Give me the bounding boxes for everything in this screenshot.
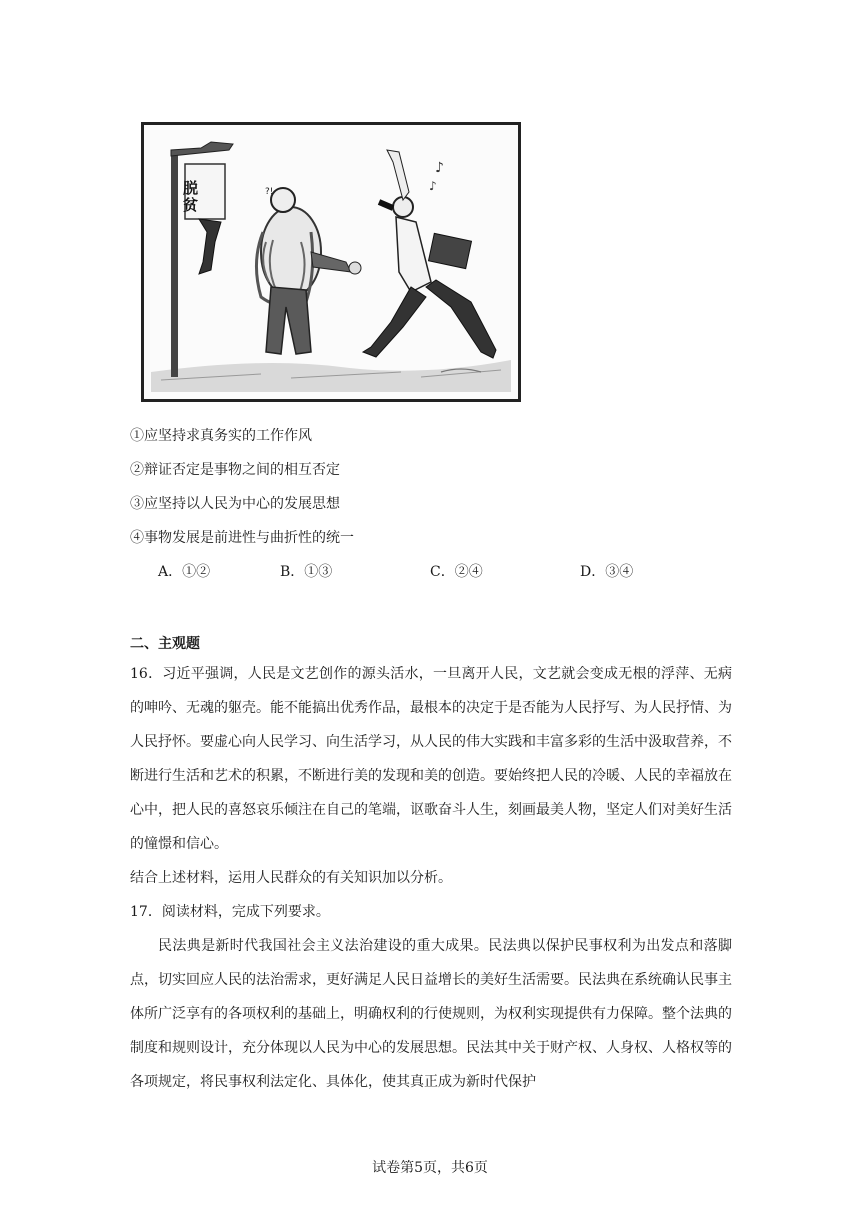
choice-c: C．②④ xyxy=(430,564,483,580)
svg-text:♪: ♪ xyxy=(435,160,444,176)
svg-text:♪: ♪ xyxy=(429,179,437,193)
choice-a: A．①② xyxy=(158,564,211,580)
q16-text: 16．习近平强调，人民是文艺创作的源头活水，一旦离开人民，文艺就会变成无根的浮萍、无病的呻吟、无魂的躯壳。能不能搞出优秀作品，最根本的决定于是否能为人民抒写、为人民抒情、为人民抒怀。要虚心向人民学习、向生活学习，从人民的伟大实践和丰富多彩的生活中汲取营养，不断进行生活和艺术的积累，不断进行美的发现和美的创造。要始终把人民的冷暖、人民的幸福放在心中，把人民的喜怒哀乐倾注在自己的笔端，讴歌奋斗人生，刻画最美人物，坚定人们对美好生活的憧憬和信心。 xyxy=(130,666,732,852)
option-1: ①应坚持求真务实的工作作风 xyxy=(130,428,312,444)
q17-text: 民法典是新时代我国社会主义法治建设的重大成果。民法典以保护民事权利为出发点和落脚点，切实回应人民的法治需求，更好满足人民日益增长的美好生活需要。民法典在系统确认民事主体所广泛享有的各项权利的基础上，明确权利的行使规则，为权利实现提供有力保障。整个法典的制度和规则设计，充分体现以人民为中心的发展思想。民法其中关于财产权、人身权、人格权等的各项规定，将民事权利法定化、具体化，使其真正成为新时代保护 xyxy=(130,938,732,1090)
cartoon-image xyxy=(141,122,521,402)
option-2: ②辩证否定是事物之间的相互否定 xyxy=(130,462,340,478)
q17-title: 17．阅读材料，完成下列要求。 xyxy=(130,904,330,920)
option-3: ③应坚持以人民为中心的发展思想 xyxy=(130,496,340,512)
section-title: 二、主观题 xyxy=(130,636,200,652)
cartoon-sign-text: 脱贫 xyxy=(181,180,199,214)
svg-text:?!: ?! xyxy=(265,187,274,197)
choice-b: B．①③ xyxy=(280,564,333,580)
choice-d: D．③④ xyxy=(580,564,634,580)
page-footer: 试卷第5页，共6页 xyxy=(372,1160,488,1176)
q16-instruction: 结合上述材料，运用人民群众的有关知识加以分析。 xyxy=(130,870,452,886)
option-4: ④事物发展是前进性与曲折性的统一 xyxy=(130,530,354,546)
